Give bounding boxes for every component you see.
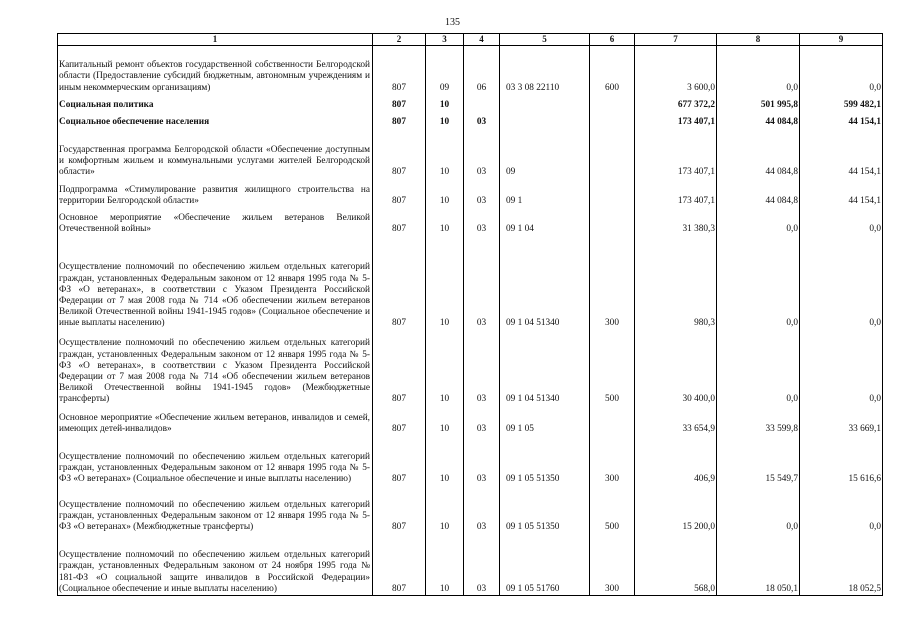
cell-code-admin: 807 (373, 94, 426, 111)
cell-expense-type: 500 (590, 330, 635, 406)
cell-target-article: 09 1 (500, 178, 590, 207)
cell-target-article: 09 1 05 51350 (500, 486, 590, 534)
row-description: Осуществление полномочий по обеспечению жильем отдельных категорий граждан, установленных Федеральным законом от 12 января 1995 года № 5-ФЗ «О ветеранах», в соответствии с Указом Президента Российской Федерации от 7 мая 2008 года № 714 «Об обеспечении жильем ветеранов Великой Отечественной войны 1941-1945 годов» (Межбюджетные трансферты) (58, 330, 373, 406)
cell-subsection (464, 94, 500, 111)
cell-section: 10 (426, 330, 464, 406)
cell-amount-year1: 30 400,0 (635, 330, 717, 406)
header-cell: 4 (464, 34, 500, 46)
cell-amount-year3: 0,0 (800, 486, 883, 534)
table-row (58, 111, 883, 128)
cell-code-admin: 807 (373, 330, 426, 406)
cell-amount-year1: 15 200,0 (635, 486, 717, 534)
cell-code-admin: 807 (373, 236, 426, 330)
row-description: Осуществление полномочий по обеспечению жильем отдельных категорий граждан, установленных Федеральным законом от 12 января 1995 года № 5-ФЗ «О ветеранах», в соответствии с Указом Президента Российской Федерации от 7 мая 2008 года № 714 «Об обеспечении жильем ветеранов Великой Отечественной войны 1941-1945 годов» (Социальное обеспечение и иные выплаты населению) (58, 236, 373, 330)
cell-target-article (500, 111, 590, 128)
table-row (58, 94, 883, 111)
cell-code-admin: 807 (373, 128, 426, 178)
cell-section: 10 (426, 128, 464, 178)
table-row (58, 486, 883, 534)
cell-subsection: 03 (464, 534, 500, 596)
header-cell: 5 (500, 34, 590, 46)
cell-target-article: 09 1 04 51340 (500, 330, 590, 406)
cell-subsection: 03 (464, 128, 500, 178)
cell-amount-year1: 980,3 (635, 236, 717, 330)
cell-expense-type (590, 406, 635, 436)
cell-section: 10 (426, 111, 464, 128)
cell-section: 10 (426, 207, 464, 235)
row-description: Социальное обеспечение населения (58, 111, 373, 128)
cell-amount-year2: 0,0 (717, 46, 800, 94)
cell-expense-type (590, 128, 635, 178)
header-cell: 6 (590, 34, 635, 46)
cell-subsection: 03 (464, 178, 500, 207)
table-row (58, 46, 883, 94)
page-number: 135 (445, 17, 460, 28)
cell-section: 10 (426, 406, 464, 436)
row-description: Социальная политика (58, 94, 373, 111)
cell-amount-year1: 568,0 (635, 534, 717, 596)
table-row (58, 534, 883, 596)
row-description: Осуществление полномочий по обеспечению жильем отдельных категорий граждан, установленных Федеральным законом от 12 января 1995 года № 5-ФЗ «О ветеранах» (Межбюджетные трансферты) (58, 486, 373, 534)
cell-code-admin: 807 (373, 534, 426, 596)
header-row (58, 34, 883, 46)
cell-amount-year2: 18 050,1 (717, 534, 800, 596)
cell-amount-year3: 0,0 (800, 207, 883, 235)
cell-expense-type: 500 (590, 486, 635, 534)
row-description: Капитальный ремонт объектов государственной собственности Белгородской области (Предоставление субсидий бюджетным, автономным учреждениям и иным некоммерческим организациям) (58, 46, 373, 94)
cell-expense-type (590, 207, 635, 235)
cell-subsection: 06 (464, 46, 500, 94)
cell-amount-year1: 173 407,1 (635, 178, 717, 207)
cell-amount-year1: 173 407,1 (635, 128, 717, 178)
cell-target-article: 09 1 04 (500, 207, 590, 235)
cell-expense-type (590, 94, 635, 111)
cell-amount-year2: 15 549,7 (717, 436, 800, 486)
cell-amount-year1: 406,9 (635, 436, 717, 486)
cell-amount-year3: 44 154,1 (800, 111, 883, 128)
cell-expense-type: 600 (590, 46, 635, 94)
header-cell: 2 (373, 34, 426, 46)
cell-amount-year1: 31 380,3 (635, 207, 717, 235)
header-cell: 3 (426, 34, 464, 46)
cell-amount-year1: 677 372,2 (635, 94, 717, 111)
cell-expense-type: 300 (590, 236, 635, 330)
cell-code-admin: 807 (373, 46, 426, 94)
cell-amount-year3: 15 616,6 (800, 436, 883, 486)
cell-subsection: 03 (464, 486, 500, 534)
cell-amount-year3: 33 669,1 (800, 406, 883, 436)
row-description: Основное мероприятие «Обеспечение жильем ветеранов, инвалидов и семей, имеющих детей-инвалидов» (58, 406, 373, 436)
header-cell: 8 (717, 34, 800, 46)
cell-amount-year2: 0,0 (717, 236, 800, 330)
cell-amount-year3: 599 482,1 (800, 94, 883, 111)
cell-amount-year3: 18 052,5 (800, 534, 883, 596)
header-cell: 1 (58, 34, 373, 46)
cell-subsection: 03 (464, 436, 500, 486)
cell-subsection: 03 (464, 207, 500, 235)
table-row (58, 436, 883, 486)
cell-section: 10 (426, 236, 464, 330)
cell-amount-year1: 33 654,9 (635, 406, 717, 436)
cell-target-article: 09 1 05 51760 (500, 534, 590, 596)
cell-amount-year2: 44 084,8 (717, 111, 800, 128)
cell-amount-year2: 44 084,8 (717, 178, 800, 207)
cell-section: 09 (426, 46, 464, 94)
cell-target-article (500, 94, 590, 111)
row-description: Осуществление полномочий по обеспечению жильем отдельных категорий граждан, установленных Федеральным законом от 12 января 1995 года № 5-ФЗ «О ветеранах» (Социальное обеспечение и иные выплаты населению) (58, 436, 373, 486)
row-description: Государственная программа Белгородской области «Обеспечение доступным и комфортным жильем и коммунальными услугами жителей Белгородской области» (58, 128, 373, 178)
table-row (58, 406, 883, 436)
table-row (58, 330, 883, 406)
cell-amount-year3: 0,0 (800, 330, 883, 406)
cell-code-admin: 807 (373, 178, 426, 207)
row-description: Осуществление полномочий по обеспечению жильем отдельных категорий граждан, установленных Федеральным законом от 24 ноября 1995 года № 181-ФЗ «О социальной защите инвалидов в Российской Федерации» (Социальное обеспечение и иные выплаты населению) (58, 534, 373, 596)
cell-amount-year3: 44 154,1 (800, 128, 883, 178)
table-row (58, 178, 883, 207)
cell-amount-year3: 44 154,1 (800, 178, 883, 207)
cell-amount-year2: 0,0 (717, 207, 800, 235)
cell-subsection: 03 (464, 330, 500, 406)
cell-section: 10 (426, 436, 464, 486)
cell-section: 10 (426, 94, 464, 111)
cell-code-admin: 807 (373, 111, 426, 128)
row-description: Подпрограмма «Стимулирование развития жилищного строительства на территории Белгородской области» (58, 178, 373, 207)
cell-section: 10 (426, 178, 464, 207)
header-cell: 7 (635, 34, 717, 46)
cell-amount-year2: 0,0 (717, 486, 800, 534)
header-cell: 9 (800, 34, 883, 46)
cell-amount-year2: 501 995,8 (717, 94, 800, 111)
cell-code-admin: 807 (373, 436, 426, 486)
cell-expense-type: 300 (590, 436, 635, 486)
cell-amount-year3: 0,0 (800, 236, 883, 330)
cell-amount-year2: 33 599,8 (717, 406, 800, 436)
table-row (58, 207, 883, 235)
cell-expense-type (590, 178, 635, 207)
budget-table (57, 33, 883, 596)
cell-subsection: 03 (464, 236, 500, 330)
cell-expense-type: 300 (590, 534, 635, 596)
cell-target-article: 09 (500, 128, 590, 178)
cell-subsection: 03 (464, 111, 500, 128)
cell-target-article: 09 1 05 51350 (500, 436, 590, 486)
cell-target-article: 09 1 05 (500, 406, 590, 436)
cell-code-admin: 807 (373, 207, 426, 235)
cell-section: 10 (426, 534, 464, 596)
cell-section: 10 (426, 486, 464, 534)
cell-amount-year2: 0,0 (717, 330, 800, 406)
cell-code-admin: 807 (373, 406, 426, 436)
cell-amount-year2: 44 084,8 (717, 128, 800, 178)
cell-amount-year1: 3 600,0 (635, 46, 717, 94)
table-row (58, 128, 883, 178)
cell-code-admin: 807 (373, 486, 426, 534)
cell-expense-type (590, 111, 635, 128)
cell-amount-year1: 173 407,1 (635, 111, 717, 128)
row-description: Основное мероприятие «Обеспечение жильем ветеранов Великой Отечественной войны» (58, 207, 373, 235)
cell-amount-year3: 0,0 (800, 46, 883, 94)
cell-target-article: 03 3 08 22110 (500, 46, 590, 94)
cell-subsection: 03 (464, 406, 500, 436)
table-row (58, 236, 883, 330)
cell-target-article: 09 1 04 51340 (500, 236, 590, 330)
